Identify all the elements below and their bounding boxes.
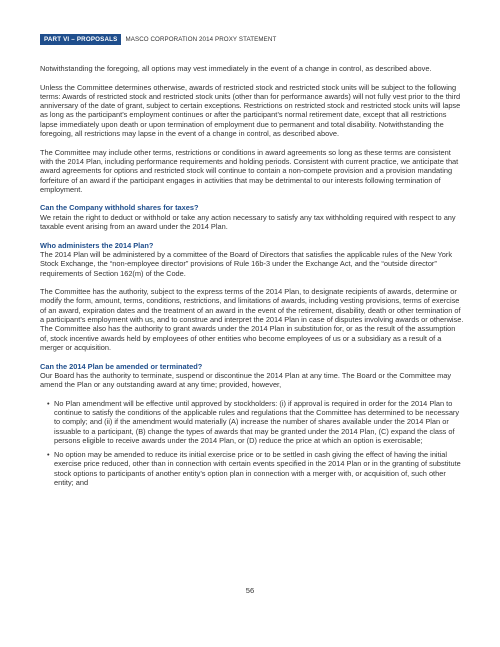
- section-heading: Can the Company withhold shares for taxes?: [40, 203, 199, 213]
- paragraph: We retain the right to deduct or withhold or take any action necessary to satisfy any tax withholding required with respect to any taxable event arising from an award under the 2014 Plan.: [40, 212, 456, 232]
- paragraph: The 2014 Plan will be administered by a committee of the Board of Directors that satisfies the applicable rules of the New York Stock Exchange, the “non-employee director” provisions of Rule 16b-3 under the Exchange Act, and the “outside director” requirements of Section 162(m) of the Code.: [40, 249, 453, 278]
- paragraph: The Committee may include other terms, restrictions or conditions in award agreements so long as these terms are consistent with the 2014 Plan, including performance requirements and holding periods. Consistent with current practice, we anticipate that award agreements for options and restricted stock will continue to contain a non-compete provision and a provision mandating forfeiture of an award if the participant engages in activities that may be detrimental to our interests following termination of employment.: [40, 147, 459, 194]
- bullet-list: [40, 399, 465, 488]
- section-heading: Can the 2014 Plan be amended or terminated?: [40, 361, 203, 371]
- page-header: [40, 34, 276, 45]
- page-body: [40, 64, 465, 492]
- paragraph: Our Board has the authority to terminate, suspend or discontinue the 2014 Plan at any time. The Board or the Committee may amend the Plan or any outstanding award at any time; provided, however,: [40, 370, 452, 390]
- paragraph: Unless the Committee determines otherwise, awards of restricted stock and restricted stock units will be subject to the following terms: Awards of restricted stock and restricted stock units (other than for performance awards) will not fully vest prior to the third anniversary of the date of grant, subject to certain exceptions. Restrictions on restricted stock and restricted stock units will lapse as long as the participant’s employment continues or after the participant’s normal retirement date, except that all restrictions lapse immediately upon death or upon termination of employment due to permanent and total disability. Notwithstanding the foregoing, all restrictions may lapse in the event of a change in control, as described above.: [40, 82, 461, 139]
- paragraph: The Committee has the authority, subject to the express terms of the 2014 Plan, to designate recipients of awards, determine or modify the form, amount, terms, conditions, restrictions, and limitations of awards, including vesting provisions, terms of exercise of an award, expiration dates and the treatment of an award in the event of the retirement, disability, death or other termination of a participant’s employment with us, and to construe and interpret the 2014 Plan in case of disputes involving awards or otherwise. The Committee also has the authority to grant awards under the 2014 Plan in substitution for, or as the result of the assumption of, stock incentive awards held by employees of other entities who become employees of us or a subsidiary as a result of a merger or acquisition.: [40, 287, 464, 352]
- paragraph: Notwithstanding the foregoing, all options may vest immediately in the event of a change in control, as described above.: [40, 64, 432, 73]
- document-title: MASCO CORPORATION 2014 PROXY STATEMENT: [125, 36, 277, 43]
- list-item: • No Plan amendment will be effective until approved by stockholders: (i) if approval is required in order for the 2014 Plan to continue to satisfy the conditions of the applicable rules and regulations that the Committee has determined to be necessary to comply; and (ii) if the amendment would materially (A) increase the number of shares available under the 2014 Plan or issuable to a participant, (B) change the types of awards that may be granted under the 2014 Plan, (C) expand the class of persons eligible to receive awards under the 2014 Plan, or (D) reduce the price at which an option is exercisable;: [49, 399, 465, 445]
- section-heading: Who administers the 2014 Plan?: [40, 240, 154, 250]
- page-number: 56: [245, 586, 255, 595]
- section-tag: PART VI – PROPOSALS: [40, 34, 121, 45]
- list-item: • No option may be amended to reduce its initial exercise price or to be settled in cash giving the effect of having the initial exercise price reduced, other than in connection with certain events specified in the 2014 Plan or in the granting of substitute stock options to participants of another entity’s option plan in connection with a merger with, or acquisition of, such other entity; and: [49, 450, 465, 487]
